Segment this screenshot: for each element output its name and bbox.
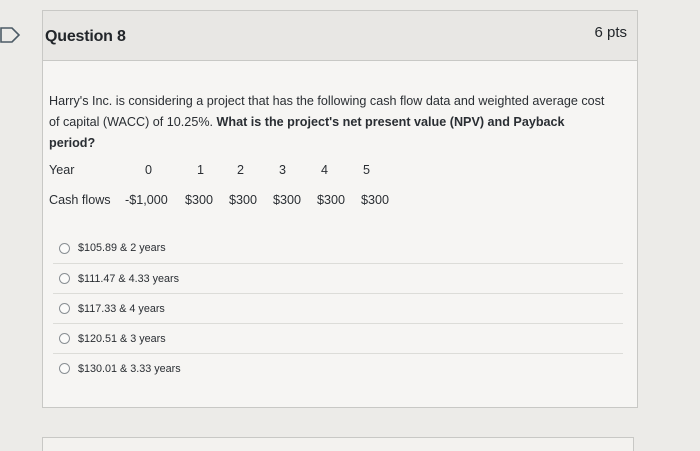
question-title: Question 8: [45, 28, 126, 45]
year-cell: 5: [363, 163, 371, 177]
question-header: [43, 11, 637, 61]
bookmark-icon[interactable]: [0, 24, 22, 46]
cashflow-cell: $300: [229, 193, 258, 207]
radio-button[interactable]: [59, 333, 70, 344]
answer-option[interactable]: [53, 323, 623, 353]
year-cell: 4: [321, 163, 329, 177]
answer-label[interactable]: $117.33 & 4 years: [78, 302, 165, 315]
radio-button[interactable]: [59, 303, 70, 314]
radio-button[interactable]: [59, 273, 70, 284]
answer-list: [53, 233, 623, 383]
cashflow-cell: $300: [317, 193, 346, 207]
year-cell: 0: [145, 163, 153, 177]
answer-label[interactable]: $130.01 & 3.33 years: [78, 362, 181, 375]
question-points: 6 pts: [594, 24, 627, 41]
year-cell: 1: [197, 163, 205, 177]
answer-label[interactable]: $120.51 & 3 years: [78, 332, 166, 345]
question-stem: [49, 91, 609, 154]
cashflow-label: Cash flows: [49, 193, 111, 207]
cashflow-cell: $300: [273, 193, 302, 207]
answer-option[interactable]: [53, 233, 623, 263]
cashflow-cell: -$1,000: [125, 193, 168, 207]
next-question-card: [42, 437, 634, 451]
answer-option[interactable]: [53, 293, 623, 323]
answer-option[interactable]: [53, 263, 623, 293]
cashflow-cell: $300: [185, 193, 214, 207]
answer-label[interactable]: $105.89 & 2 years: [78, 242, 166, 254]
question-stem-bold: What is the project's net present value (NPV) and Payback period?: [49, 115, 565, 150]
year-cell: 3: [279, 163, 287, 177]
cashflow-cell: $300: [361, 193, 390, 207]
answer-label[interactable]: $111.47 & 4.33 years: [78, 272, 180, 285]
radio-button[interactable]: [59, 243, 70, 254]
radio-button[interactable]: [59, 363, 70, 374]
year-label: Year: [49, 163, 75, 177]
year-cell: 2: [237, 163, 245, 177]
question-card: [42, 10, 638, 408]
answer-option[interactable]: [53, 353, 623, 383]
question-stem-text: Harry's Inc. is considering a project that has the following cash flow data and weighted average cost of capital (WACC) of 10.25%.: [49, 94, 605, 129]
